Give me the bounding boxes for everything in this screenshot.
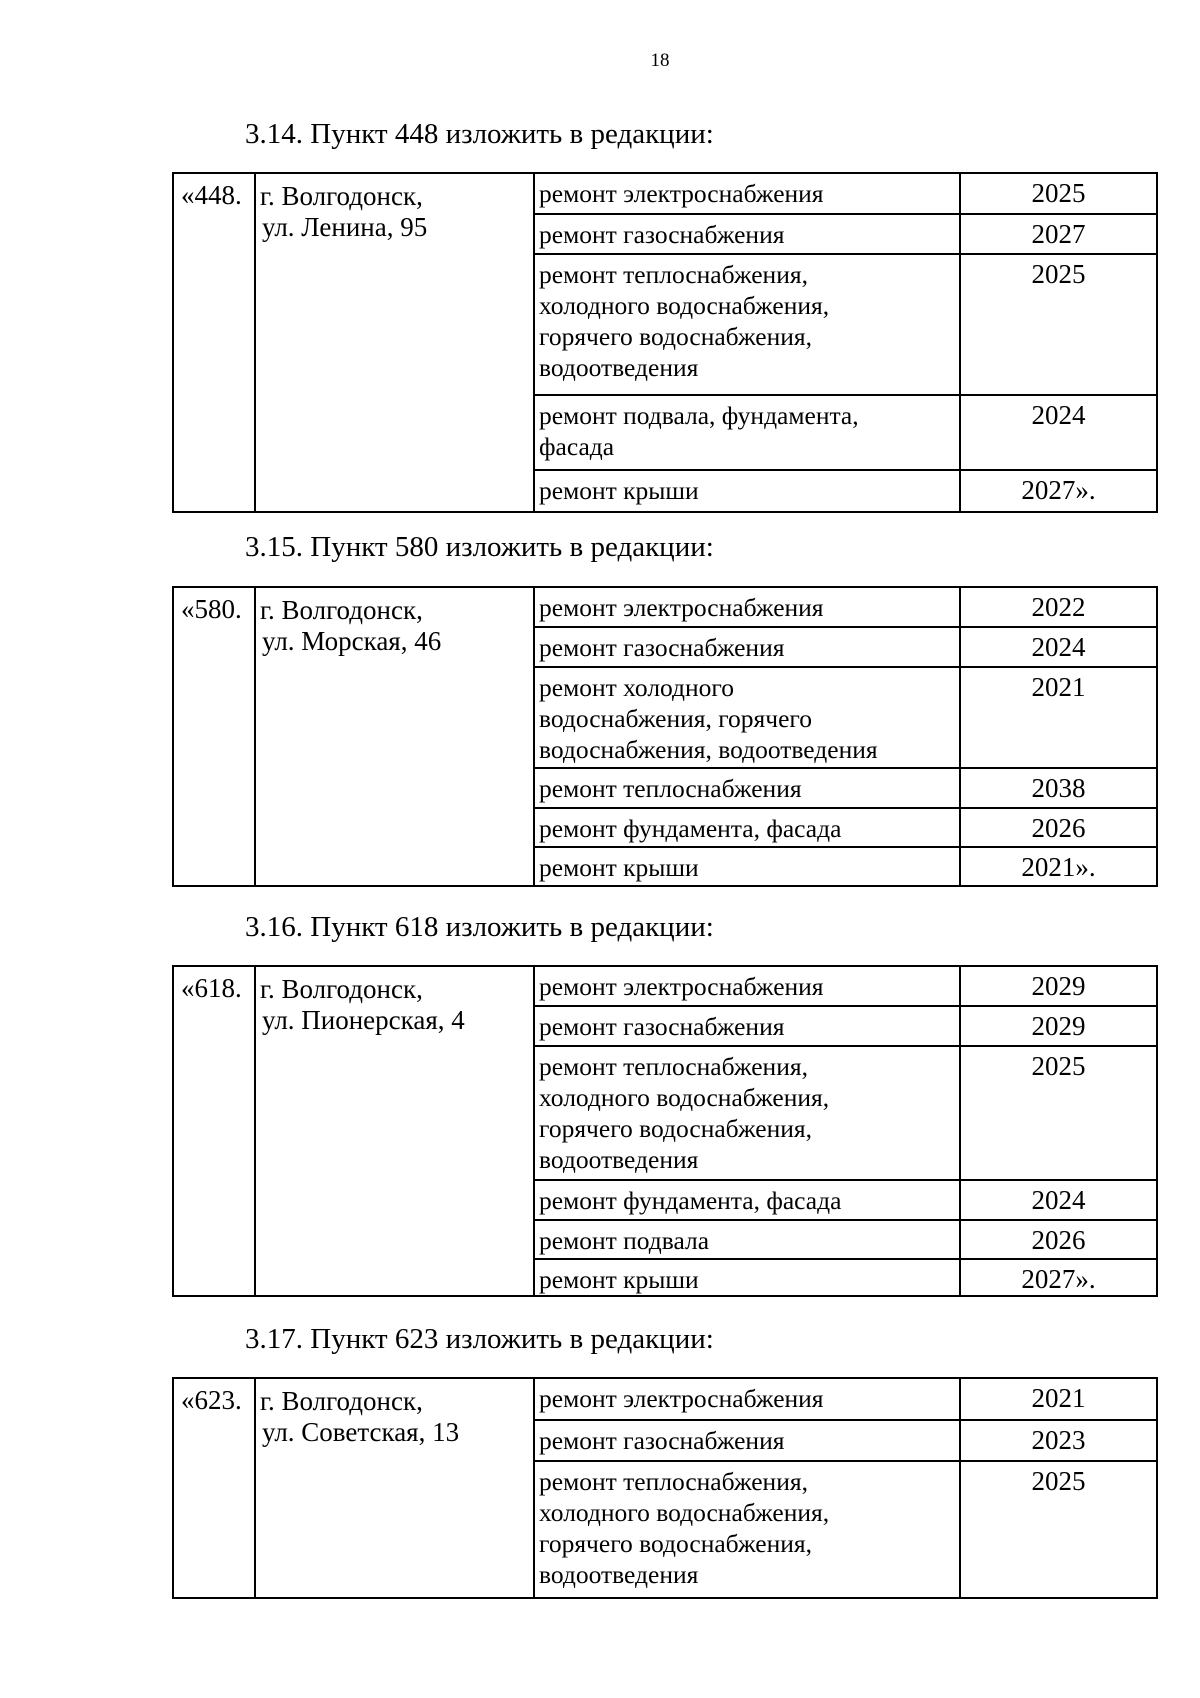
works-table	[172, 1377, 1158, 1599]
table-row	[535, 213, 1156, 253]
work-type: ремонт газоснабжения	[535, 1421, 961, 1460]
work-year: 2025	[1031, 259, 1086, 289]
work-type: ремонт теплоснабжения, холодного водоснабжения, горячего водоснабжения, водоотведения	[535, 1462, 961, 1597]
section-heading: 3.17. Пункт 623 изложить в редакции:	[245, 1323, 714, 1355]
work-type: ремонт крыши	[535, 471, 961, 511]
table-row	[535, 1219, 1156, 1258]
works-list	[535, 967, 1156, 1297]
address-city: г. Волгодонск,	[260, 595, 423, 625]
address-street: ул. Морская, 46	[262, 626, 442, 656]
work-type: ремонт холодного водоснабжения, горячего водоснабжения, водоотведения	[535, 668, 961, 767]
table-row	[535, 1460, 1156, 1597]
work-type: ремонт фундамента, фасада	[535, 809, 961, 846]
work-year: 2026	[1031, 1225, 1086, 1255]
work-type: ремонт газоснабжения	[535, 1007, 961, 1045]
work-year: 2021».	[1021, 852, 1096, 882]
table-row	[535, 174, 1156, 213]
section-heading: 3.16. Пункт 618 изложить в редакции:	[245, 911, 714, 943]
works-list	[535, 1379, 1156, 1597]
table-row	[535, 469, 1156, 511]
works-table	[172, 965, 1158, 1297]
address-cell	[256, 967, 535, 1295]
work-year: 2027».	[1021, 475, 1096, 505]
works-table	[172, 586, 1158, 887]
table-row	[535, 394, 1156, 469]
work-year: 2038	[1031, 773, 1086, 803]
table-row	[535, 967, 1156, 1005]
item-number: «448.	[174, 174, 256, 511]
table-row	[535, 767, 1156, 807]
address-cell	[256, 174, 535, 511]
work-year: 2029	[1031, 971, 1086, 1001]
work-type: ремонт подвала	[535, 1221, 961, 1258]
work-type: ремонт теплоснабжения	[535, 769, 961, 807]
work-type: ремонт крыши	[535, 1260, 961, 1297]
section-heading: 3.14. Пункт 448 изложить в редакции:	[245, 118, 714, 150]
work-type: ремонт электроснабжения	[535, 174, 961, 213]
address-city: г. Волгодонск,	[260, 1386, 423, 1416]
work-year: 2023	[1031, 1425, 1086, 1455]
work-type: ремонт электроснабжения	[535, 588, 961, 626]
work-type: ремонт теплоснабжения, холодного водоснабжения, горячего водоснабжения, водоотведения	[535, 1047, 961, 1179]
works-table	[172, 172, 1158, 513]
work-type: ремонт фундамента, фасада	[535, 1181, 961, 1219]
page-number: 18	[650, 50, 670, 71]
table-row	[535, 1419, 1156, 1460]
work-year: 2021	[1031, 672, 1086, 702]
section-heading: 3.15. Пункт 580 изложить в редакции:	[245, 531, 714, 563]
work-year: 2024	[1031, 400, 1086, 430]
work-type: ремонт крыши	[535, 848, 961, 885]
table-row	[535, 588, 1156, 626]
work-year: 2022	[1031, 592, 1086, 622]
table-row	[535, 1179, 1156, 1219]
work-type: ремонт подвала, фундамента, фасада	[535, 396, 961, 469]
work-year: 2021	[1031, 1383, 1086, 1413]
table-row	[535, 1379, 1156, 1419]
address-street: ул. Ленина, 95	[262, 212, 428, 242]
work-year: 2026	[1031, 813, 1086, 843]
table-row	[535, 1045, 1156, 1179]
works-list	[535, 588, 1156, 885]
work-year: 2025	[1031, 1051, 1086, 1081]
works-list	[535, 174, 1156, 511]
work-year: 2027	[1031, 219, 1086, 249]
address-city: г. Волгодонск,	[260, 181, 423, 211]
work-year: 2025	[1031, 178, 1086, 208]
table-row	[535, 846, 1156, 885]
work-type: ремонт газоснабжения	[535, 628, 961, 666]
table-row	[535, 1258, 1156, 1297]
table-row	[535, 253, 1156, 394]
work-type: ремонт электроснабжения	[535, 967, 961, 1005]
work-year: 2027».	[1021, 1264, 1096, 1294]
address-street: ул. Пионерская, 4	[262, 1005, 465, 1035]
work-year: 2029	[1031, 1011, 1086, 1041]
work-year: 2024	[1031, 632, 1086, 662]
address-cell	[256, 1379, 535, 1597]
item-number: «623.	[174, 1379, 256, 1597]
item-number: «618.	[174, 967, 256, 1295]
work-year: 2024	[1031, 1185, 1086, 1215]
table-row	[535, 807, 1156, 846]
table-row	[535, 666, 1156, 767]
work-type: ремонт теплоснабжения, холодного водоснабжения, горячего водоснабжения, водоотведения	[535, 255, 961, 394]
table-row	[535, 1005, 1156, 1045]
address-cell	[256, 588, 535, 885]
table-row	[535, 626, 1156, 666]
work-type: ремонт электроснабжения	[535, 1379, 961, 1419]
address-city: г. Волгодонск,	[260, 974, 423, 1004]
item-number: «580.	[174, 588, 256, 885]
work-type: ремонт газоснабжения	[535, 215, 961, 253]
address-street: ул. Советская, 13	[262, 1417, 460, 1447]
work-year: 2025	[1031, 1466, 1086, 1496]
